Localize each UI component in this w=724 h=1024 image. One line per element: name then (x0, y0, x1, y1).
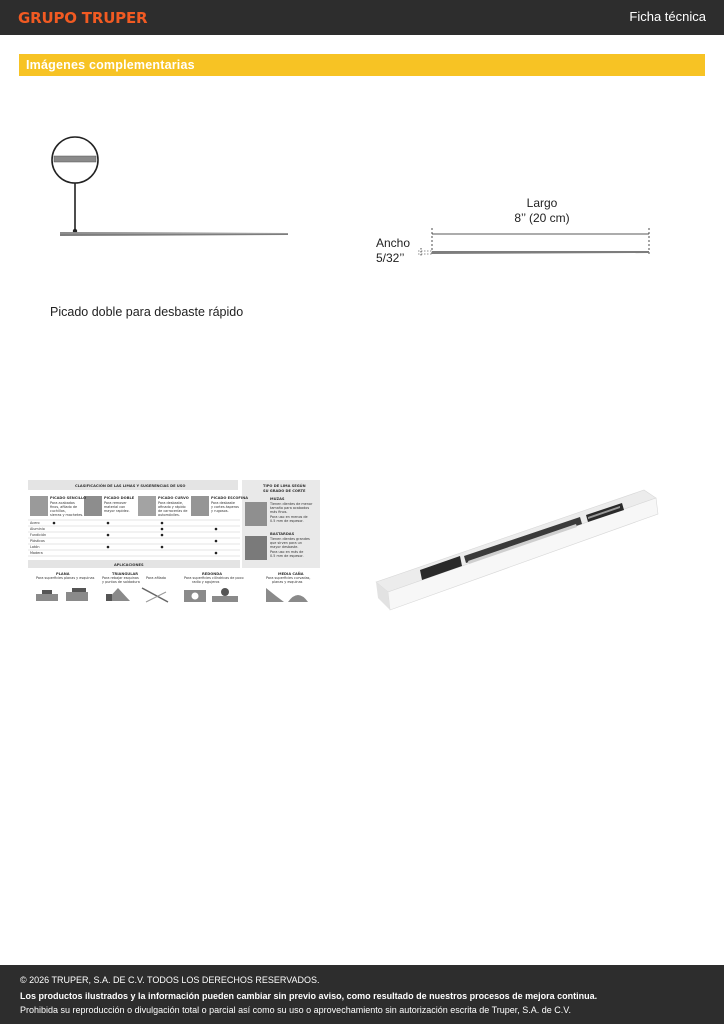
file-detail-image (40, 130, 310, 250)
svg-text:Para superficies curvadas,: Para superficies curvadas, (266, 576, 311, 580)
svg-text:de carrocerías de: de carrocerías de (158, 509, 188, 513)
svg-text:mayor desbaste.: mayor desbaste. (270, 545, 299, 549)
footer-notice: Los productos ilustrados y la información pueden cambiar sin previo aviso, como resultado de nuestros procesos de mejora continua. (20, 991, 598, 1001)
length-title: Largo (526, 196, 558, 210)
svg-text:que sirven para un: que sirven para un (270, 541, 302, 545)
cut-title-1: TIPO DE LIMA SEGÚN (263, 484, 306, 488)
svg-text:Tienen dientes grandes: Tienen dientes grandes (270, 537, 310, 541)
svg-text:Para uso en menos de: Para uso en menos de (270, 515, 308, 519)
length-cm: (20 cm) (529, 211, 570, 225)
material-1: Aluminio (30, 527, 45, 531)
file-classification-chart (26, 478, 322, 606)
app-1-name: TRIANGULAR (112, 572, 139, 576)
chart-title: CLASIFICACIÓN DE LAS LIMAS Y SUGERENCIAS DE USO (75, 484, 186, 488)
page-header (0, 0, 724, 35)
svg-text:Tienen dientes de menor: Tienen dientes de menor (270, 502, 313, 506)
apps-title: APLICACIONES (114, 563, 144, 567)
file-shape (60, 232, 288, 236)
app-2-desc: Para afilado (146, 576, 166, 580)
cut-title-2: SU GRADO DE CORTE (263, 489, 306, 493)
svg-text:tamaño para acabados: tamaño para acabados (270, 506, 310, 510)
length-inches: 8’’ (514, 211, 526, 225)
svg-text:automóviles.: automóviles. (158, 513, 180, 517)
file-caption: Picado doble para desbaste rápido (50, 305, 244, 319)
packaging-box-image (372, 484, 672, 618)
material-3: Plásticos (30, 539, 45, 543)
svg-text:0.5 mm de espesor.: 0.5 mm de espesor. (270, 519, 304, 523)
material-2: Fundición (30, 533, 47, 537)
svg-text:Para rebajar esquinas: Para rebajar esquinas (102, 576, 139, 580)
page-footer (0, 965, 724, 1024)
svg-text:más finos.: más finos. (270, 510, 288, 514)
material-0: Acero (30, 521, 40, 525)
svg-text:cuchillos,: cuchillos, (50, 509, 66, 513)
width-value: 5/32’’ (376, 251, 405, 265)
svg-text:Para desbaste,: Para desbaste, (158, 501, 184, 505)
footer-copyright: © 2026 TRUPER, S.A. DE C.V. TODOS LOS DERECHOS RESERVADOS. (20, 975, 320, 985)
svg-text:y rugosos.: y rugosos. (211, 509, 229, 513)
brand-logo[interactable]: GRUPO TRUPER (18, 9, 148, 27)
svg-text:y puntos de soldadura: y puntos de soldadura (102, 580, 140, 584)
svg-text:Para superficies planas y esqu: Para superficies planas y esquinas (36, 576, 95, 580)
type-2-name: PICADO CURVO (158, 496, 189, 500)
svg-text:Para uso en más de: Para uso en más de (270, 550, 304, 554)
cut-0-name: MUZAS (270, 497, 285, 501)
material-4: Latón (30, 545, 40, 549)
app-0-name: PLANA (56, 572, 70, 576)
svg-text:0.5 mm de espesor.: 0.5 mm de espesor. (270, 554, 304, 558)
svg-text:planas y esquinas: planas y esquinas (272, 580, 303, 584)
type-3-name: PICADO ESCOFINA (211, 496, 248, 500)
type-1-name: PICADO DOBLE (104, 496, 135, 500)
width-label (376, 236, 416, 266)
svg-text:finos, afilado de: finos, afilado de (50, 505, 78, 509)
file-dimension-drawing (412, 224, 657, 264)
section-title: Imágenes complementarias (26, 58, 195, 72)
app-3-name: REDONDA (202, 572, 223, 576)
svg-text:radio y agujeros: radio y agujeros (192, 580, 220, 584)
footer-legal: Prohibida su reproducción o divulgación total o parcial así como su uso o aprovechamiento sin autorización escrita de Truper, S.A. de C.V. (20, 1005, 571, 1015)
svg-text:Para superficies cilíndricas d: Para superficies cilíndricas de poco (184, 576, 244, 580)
svg-text:Para desbaste: Para desbaste (211, 501, 235, 505)
width-title: Ancho (376, 236, 411, 250)
length-label (512, 196, 572, 226)
type-0-name: PICADO SENCILLO (50, 496, 87, 500)
svg-text:mayor rapidez.: mayor rapidez. (104, 509, 130, 513)
file-side-view (432, 251, 649, 254)
svg-text:material con: material con (104, 505, 126, 509)
zoom-file-texture (54, 156, 96, 162)
svg-text:afinado y rápido: afinado y rápido (158, 505, 186, 509)
cut-1-name: BASTARDAS (270, 532, 295, 536)
svg-text:Para acabados: Para acabados (50, 501, 75, 505)
app-4-name: MEDIA CAÑA (278, 572, 304, 576)
document-type-title: Ficha técnica (629, 9, 706, 24)
svg-text:sierras y machetes.: sierras y machetes. (50, 513, 84, 517)
svg-text:y cortes ásperos: y cortes ásperos (211, 505, 239, 509)
svg-text:Para remover: Para remover (104, 501, 127, 505)
material-5: Madera (30, 551, 43, 555)
section-header (19, 54, 705, 76)
